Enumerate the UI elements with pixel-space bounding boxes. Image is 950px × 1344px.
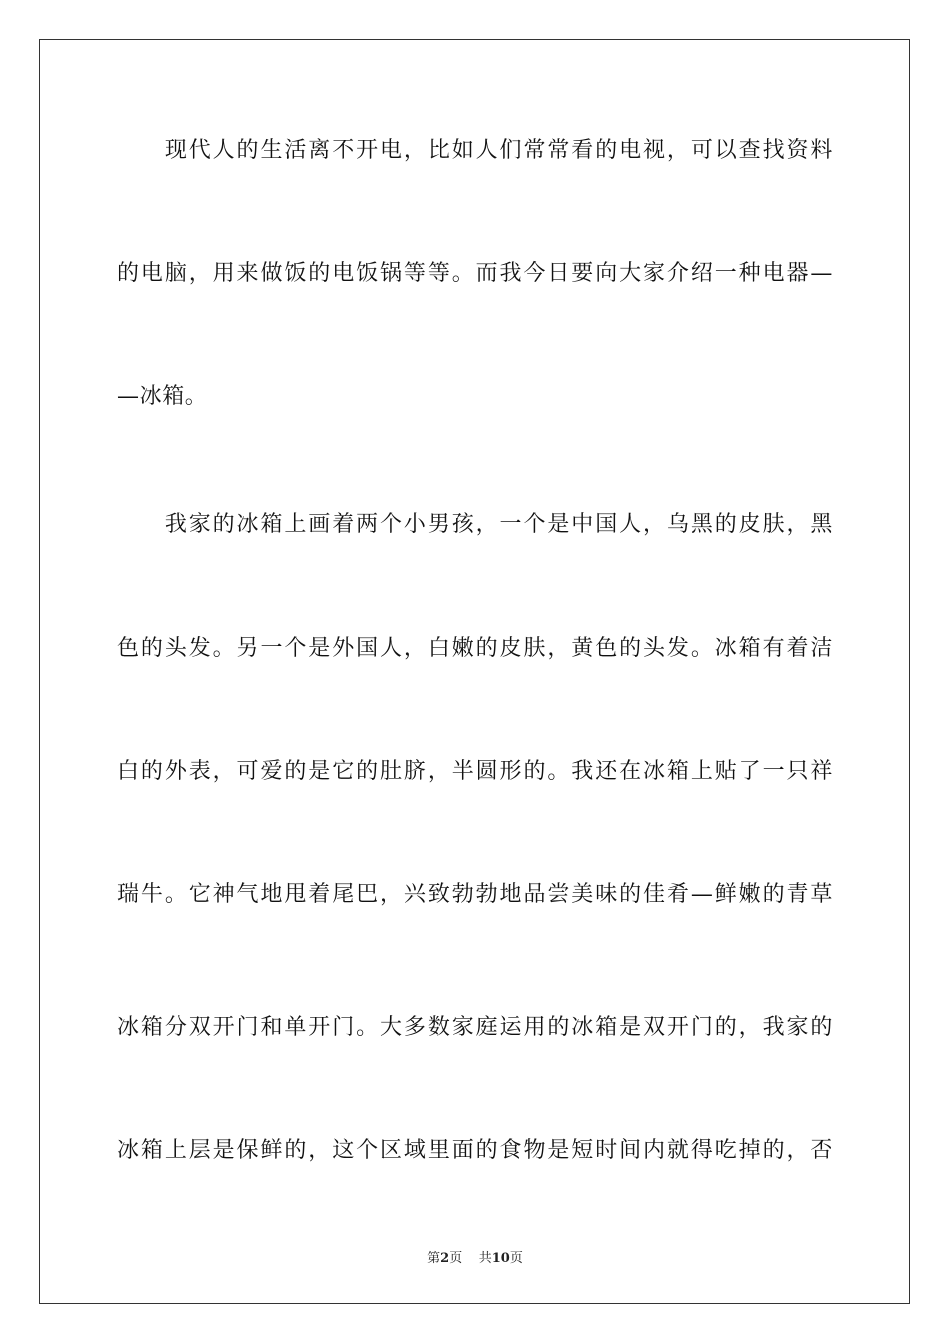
footer-page-suffix: 页 — [449, 1251, 463, 1266]
text-line-8: 冰箱分双开门和单开门。大多数家庭运用的冰箱是双开门的，我家的 — [117, 1015, 833, 1040]
footer-page-prefix: 第 — [427, 1251, 441, 1266]
text-line-2: 的电脑，用来做饭的电饭锅等等。而我今日要向大家介绍一种电器— — [117, 261, 833, 286]
text-line-5: 色的头发。另一个是外国人，白嫩的皮肤，黄色的头发。冰箱有着洁 — [117, 636, 833, 661]
text-line-1: 现代人的生活离不开电，比如人们常常看的电视，可以查找资料 — [117, 138, 833, 163]
text-line-4: 我家的冰箱上画着两个小男孩，一个是中国人，乌黑的皮肤，黑 — [117, 512, 833, 537]
page-footer — [0, 1247, 950, 1266]
footer-total-prefix: 共 — [478, 1251, 492, 1266]
footer-page-number: 2 — [440, 1251, 450, 1266]
text-line-3: —冰箱。 — [117, 384, 208, 409]
text-line-6: 白的外表，可爱的是它的肚脐，半圆形的。我还在冰箱上贴了一只祥 — [117, 759, 833, 784]
text-line-7: 瑞牛。它神气地甩着尾巴，兴致勃勃地品尝美味的佳肴—鲜嫩的青草 — [117, 882, 833, 907]
page-frame — [39, 39, 910, 1304]
text-line-9: 冰箱上层是保鲜的，这个区域里面的食物是短时间内就得吃掉的，否 — [117, 1138, 833, 1163]
footer-total-number: 10 — [491, 1251, 510, 1266]
footer-total-suffix: 页 — [509, 1251, 523, 1266]
